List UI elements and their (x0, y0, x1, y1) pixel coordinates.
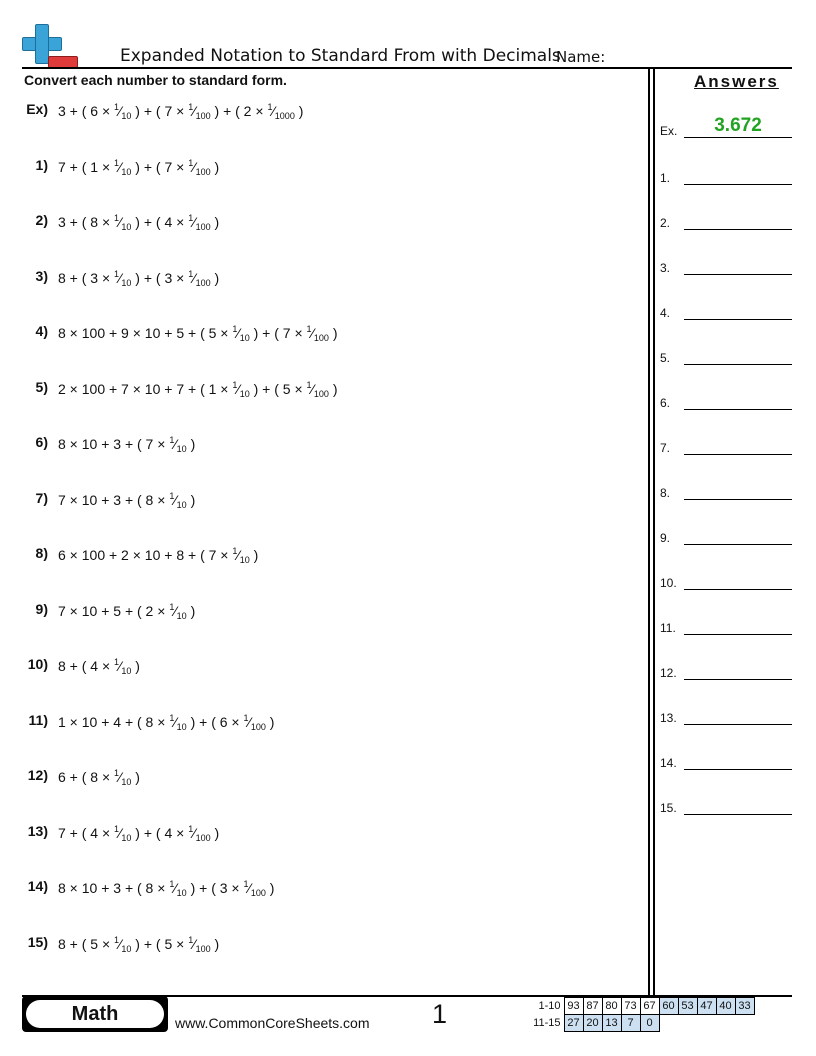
fraction (188, 270, 210, 286)
answer-line (684, 454, 792, 455)
answer-line (684, 274, 792, 275)
answer-line (684, 679, 792, 680)
answer-line (684, 229, 792, 230)
fraction-denominator: 100 (195, 943, 211, 954)
answer-number: 4. (660, 306, 671, 320)
problem-item (0, 934, 640, 958)
expression-text: ) (210, 935, 220, 952)
fraction-denominator: 10 (176, 499, 187, 510)
problem-expression (58, 657, 140, 676)
problem-item (0, 767, 640, 791)
problem-item (0, 656, 640, 680)
fraction (114, 214, 131, 230)
score-cell: 7 (621, 1015, 640, 1032)
fraction-denominator: 10 (121, 943, 132, 954)
fraction-numerator: 1 (188, 157, 194, 168)
answers-title: Answers (694, 72, 779, 91)
problem-number: 3) (35, 267, 48, 284)
fraction-slash: ⁄ (311, 380, 314, 397)
answer-blank[interactable] (660, 750, 792, 770)
answer-number: 13. (660, 711, 677, 725)
fraction-slash: ⁄ (311, 325, 314, 341)
fraction (307, 381, 329, 397)
expression-text: ) (265, 713, 275, 730)
expression-text: 8 × 10 + 3 + ( 7 × (58, 436, 170, 452)
fraction-denominator: 1000 (274, 111, 295, 121)
expression-text: 1 × 10 + 4 + ( 8 × (58, 713, 170, 730)
expression-text: 2 × 100 + 7 × 10 + 7 + ( 1 × (58, 380, 233, 397)
fraction (114, 769, 131, 785)
problem-number: 6) (35, 434, 48, 450)
answer-blank[interactable] (660, 255, 792, 275)
problem-expression (58, 435, 195, 454)
score-row (528, 1015, 754, 1032)
problem-item (0, 601, 640, 625)
fraction-slash: ⁄ (174, 713, 177, 730)
answer-blank[interactable] (660, 570, 792, 590)
answer-line (684, 769, 792, 770)
fraction (114, 103, 131, 119)
example-problem (0, 101, 640, 125)
problem-expression (58, 158, 219, 177)
answer-blank[interactable] (660, 435, 792, 455)
problem-number: 12) (27, 767, 48, 783)
problem-expression (58, 269, 219, 288)
score-cell: 53 (678, 998, 697, 1015)
fraction-numerator: 1 (306, 379, 312, 390)
problem-expression (58, 713, 274, 732)
answer-line (684, 319, 792, 320)
fraction-numerator: 1 (188, 823, 194, 834)
problem-expression (58, 324, 338, 343)
expression-text: 6 × 100 + 2 × 10 + 8 + ( 7 × (58, 547, 233, 563)
score-cell: 20 (583, 1015, 602, 1032)
fraction-slash: ⁄ (193, 269, 196, 286)
score-cell: 60 (659, 998, 678, 1015)
expression-text: 7 × 10 + 3 + ( 8 × (58, 491, 170, 508)
expression-text: ) (186, 602, 196, 619)
fraction (232, 381, 249, 397)
score-cell: 87 (583, 998, 602, 1015)
problem-expression (58, 935, 219, 954)
problem-number: 15) (27, 933, 48, 950)
problem-expression (58, 824, 219, 843)
fraction-numerator: 1 (114, 102, 120, 112)
answer-blank[interactable] (660, 795, 792, 815)
fraction-slash: ⁄ (193, 214, 196, 230)
problem-expression (58, 879, 274, 898)
fraction-slash: ⁄ (119, 769, 122, 785)
problem-number: 14) (27, 878, 48, 894)
expression-text: ) (210, 269, 220, 286)
fraction-slash: ⁄ (237, 325, 240, 341)
expression-text: 8 × 10 + 3 + ( 8 × (58, 880, 170, 896)
expression-text: 7 + ( 1 × (58, 158, 115, 175)
expression-text: 8 + ( 4 × (58, 658, 115, 674)
expression-text: ) (249, 547, 259, 563)
expression-text: ) + ( 3 × (186, 880, 244, 896)
fraction-denominator: 100 (195, 277, 211, 288)
score-cell: 80 (602, 998, 621, 1015)
fraction-denominator: 100 (195, 166, 211, 177)
answer-number: 6. (660, 396, 671, 410)
fraction (169, 880, 186, 896)
answer-number: 14. (660, 756, 677, 770)
expression-text: ) (265, 880, 275, 896)
fraction (114, 270, 131, 286)
subject-badge (22, 996, 168, 1032)
problem-number: 11) (28, 711, 48, 728)
fraction-numerator: 1 (169, 601, 175, 612)
expression-text: ) (131, 769, 140, 785)
fraction (267, 103, 294, 119)
fraction-numerator: 1 (243, 712, 249, 723)
answer-blank[interactable] (660, 300, 792, 320)
fraction-numerator: 1 (169, 490, 175, 501)
answer-number: 1. (660, 171, 671, 185)
problem-number: 4) (35, 323, 48, 339)
expression-text: ) + ( 4 × (131, 214, 189, 230)
fraction (114, 658, 131, 674)
fraction (188, 214, 210, 230)
problem-number: 8) (35, 545, 48, 561)
fraction-denominator: 100 (195, 111, 211, 121)
answer-blank[interactable] (660, 525, 792, 545)
problem-item (0, 545, 640, 569)
page-number: 1 (432, 999, 448, 1029)
problem-expression (58, 213, 219, 232)
fraction-numerator: 1 (267, 102, 273, 112)
expression-text: ) (210, 158, 220, 175)
fraction-denominator: 10 (121, 166, 132, 177)
fraction (169, 492, 186, 508)
expression-text: ) (210, 214, 220, 230)
fraction-numerator: 1 (169, 435, 175, 445)
problem-item (0, 268, 640, 292)
answer-line (684, 409, 792, 410)
column-divider (648, 67, 650, 995)
fraction-numerator: 1 (232, 546, 238, 556)
fraction-slash: ⁄ (174, 436, 177, 452)
problem-number: Ex) (26, 101, 48, 117)
fraction-slash: ⁄ (272, 103, 275, 119)
fraction-numerator: 1 (188, 102, 194, 112)
answer-number: 15. (660, 801, 677, 815)
fraction-slash: ⁄ (248, 880, 251, 896)
score-cell: 47 (697, 998, 716, 1015)
header-rule (22, 67, 792, 69)
fraction (244, 714, 266, 730)
expression-text: ) + ( 3 × (131, 269, 189, 286)
answer-blank[interactable] (660, 390, 792, 410)
expression-text: 8 + ( 3 × (58, 269, 115, 286)
fraction (307, 325, 329, 341)
fraction (169, 436, 186, 452)
fraction-slash: ⁄ (174, 602, 177, 619)
expression-text: ) + ( 7 × (249, 325, 307, 341)
fraction-denominator: 10 (121, 222, 132, 232)
answer-blank[interactable] (660, 210, 792, 230)
problem-item (0, 490, 640, 514)
problem-item (0, 212, 640, 236)
answer-line (684, 634, 792, 635)
expression-text: ) + ( 6 × (186, 713, 244, 730)
instructions: Convert each number to standard form. (24, 72, 287, 88)
answer-line (684, 364, 792, 365)
fraction (244, 880, 266, 896)
expression-text: 6 + ( 8 × (58, 769, 115, 785)
fraction-numerator: 1 (114, 823, 120, 834)
answer-blank[interactable] (660, 345, 792, 365)
problem-item (0, 712, 640, 736)
answer-number: 5. (660, 351, 671, 365)
answer-line (684, 499, 792, 500)
fraction-denominator: 100 (250, 888, 266, 898)
fraction-numerator: 1 (114, 213, 120, 223)
fraction (169, 603, 186, 619)
problem-number: 5) (35, 378, 48, 395)
answer-number: 2. (660, 216, 671, 230)
fraction-slash: ⁄ (193, 824, 196, 841)
fraction-denominator: 100 (313, 388, 329, 399)
fraction-slash: ⁄ (237, 547, 240, 563)
fraction-denominator: 10 (121, 666, 132, 676)
fraction-numerator: 1 (232, 379, 238, 390)
expression-text: 3 + ( 8 × (58, 214, 115, 230)
problem-item (0, 379, 640, 403)
fraction-numerator: 1 (243, 879, 249, 889)
fraction (188, 825, 210, 841)
problem-number: 1) (35, 156, 48, 173)
problem-number: 13) (27, 822, 48, 839)
problem-item (0, 434, 640, 458)
fraction-numerator: 1 (114, 768, 120, 778)
fraction-slash: ⁄ (174, 880, 177, 896)
expression-text: ) + ( 2 × (210, 103, 268, 119)
fraction-denominator: 100 (250, 721, 266, 732)
problem-number: 7) (35, 489, 48, 506)
answer-number: 8. (660, 486, 671, 500)
name-label: Name: (556, 48, 606, 66)
fraction (232, 325, 249, 341)
answer-blank[interactable] (660, 165, 792, 185)
expression-text: ) (186, 436, 196, 452)
score-cell: 27 (564, 1015, 583, 1032)
fraction-denominator: 10 (239, 333, 250, 343)
fraction-denominator: 10 (176, 444, 187, 454)
answer-line (684, 544, 792, 545)
score-cell: 67 (640, 998, 659, 1015)
website-url: www.CommonCoreSheets.com (175, 1015, 370, 1031)
expression-text: ) + ( 7 × (131, 103, 189, 119)
expression-text: ) + ( 4 × (131, 824, 189, 841)
fraction-slash: ⁄ (119, 269, 122, 286)
problem-number: 2) (35, 212, 48, 228)
fraction-slash: ⁄ (119, 824, 122, 841)
expression-text: 8 + ( 5 × (58, 935, 115, 952)
fraction (188, 159, 210, 175)
expression-text: 7 × 10 + 5 + ( 2 × (58, 602, 170, 619)
fraction (188, 936, 210, 952)
fraction (114, 825, 131, 841)
fraction-numerator: 1 (169, 879, 175, 889)
answer-number: 10. (660, 576, 677, 590)
expression-text: 3 + ( 6 × (58, 103, 115, 119)
answer-blank[interactable] (660, 615, 792, 635)
fraction-slash: ⁄ (248, 713, 251, 730)
fraction-denominator: 10 (176, 888, 187, 898)
fraction-numerator: 1 (114, 268, 120, 279)
answer-line (684, 137, 792, 138)
subject-label: Math (26, 1000, 164, 1028)
problem-expression (58, 491, 195, 510)
answer-line (684, 184, 792, 185)
score-row (528, 998, 754, 1015)
fraction-denominator: 100 (195, 222, 211, 232)
fraction-denominator: 10 (176, 721, 187, 732)
fraction (188, 103, 210, 119)
score-cell: 33 (735, 998, 754, 1015)
fraction-denominator: 10 (239, 555, 250, 565)
answer-blank[interactable] (660, 705, 792, 725)
fraction-numerator: 1 (232, 324, 238, 334)
fraction-slash: ⁄ (193, 935, 196, 952)
problem-expression (58, 546, 258, 565)
answer-number: 12. (660, 666, 677, 680)
fraction-numerator: 1 (169, 712, 175, 723)
answer-number: 11. (660, 621, 676, 635)
answer-example (660, 115, 792, 138)
fraction (169, 714, 186, 730)
fraction-numerator: 1 (188, 934, 194, 945)
fraction (114, 159, 131, 175)
fraction-numerator: 1 (188, 213, 194, 223)
fraction-denominator: 100 (313, 333, 329, 343)
answer-line (684, 589, 792, 590)
score-cell: 0 (640, 1015, 659, 1032)
expression-text: ) (294, 103, 304, 119)
expression-text: ) + ( 5 × (249, 380, 307, 397)
problem-number: 10) (27, 656, 48, 672)
fraction (232, 547, 249, 563)
fraction-slash: ⁄ (119, 103, 122, 119)
fraction-denominator: 100 (195, 832, 211, 843)
fraction-denominator: 10 (176, 610, 187, 621)
answer-number: 3. (660, 261, 671, 275)
expression-text: ) (210, 824, 220, 841)
expression-text: ) (328, 380, 338, 397)
fraction-denominator: 10 (121, 832, 132, 843)
score-range-label: 1-10 (538, 1000, 561, 1012)
fraction-slash: ⁄ (193, 158, 196, 175)
fraction-numerator: 1 (188, 268, 194, 279)
expression-text: ) (131, 658, 140, 674)
expression-text: 8 × 100 + 9 × 10 + 5 + ( 5 × (58, 325, 233, 341)
fraction-denominator: 10 (121, 277, 132, 288)
score-cell: 73 (621, 998, 640, 1015)
problem-number: 9) (35, 600, 48, 617)
fraction-denominator: 10 (239, 388, 250, 399)
expression-text: 7 + ( 4 × (58, 824, 115, 841)
fraction (114, 936, 131, 952)
score-range-label: 11-15 (533, 1017, 561, 1029)
fraction-slash: ⁄ (119, 935, 122, 952)
answer-blank[interactable] (660, 660, 792, 680)
answer-example-label: Ex. (660, 124, 678, 138)
problem-expression (58, 380, 338, 399)
expression-text: ) (186, 491, 196, 508)
answer-number: 9. (660, 531, 671, 545)
expression-text: ) + ( 5 × (131, 935, 189, 952)
score-cell: 93 (564, 998, 583, 1015)
fraction-numerator: 1 (114, 657, 120, 667)
expression-text: ) (328, 325, 338, 341)
problem-item (0, 157, 640, 181)
answer-number: 7. (660, 441, 671, 455)
problem-expression (58, 768, 140, 787)
problem-item (0, 323, 640, 347)
fraction-slash: ⁄ (193, 103, 196, 119)
answer-example-value: 3.672 (714, 115, 762, 136)
problem-expression (58, 602, 195, 621)
score-table (528, 997, 755, 1032)
score-cell: 13 (602, 1015, 621, 1032)
problem-expression (58, 102, 303, 121)
fraction-slash: ⁄ (237, 380, 240, 397)
fraction-slash: ⁄ (174, 491, 177, 508)
plus-minus-logo-icon (22, 24, 80, 68)
fraction-slash: ⁄ (119, 658, 122, 674)
fraction-denominator: 10 (121, 777, 132, 787)
fraction-slash: ⁄ (119, 214, 122, 230)
answer-line (684, 724, 792, 725)
fraction-slash: ⁄ (119, 158, 122, 175)
fraction-numerator: 1 (114, 934, 120, 945)
problem-item (0, 823, 640, 847)
fraction-numerator: 1 (114, 157, 120, 168)
answer-line (684, 814, 792, 815)
column-divider-inner (653, 67, 655, 995)
answer-blank[interactable] (660, 480, 792, 500)
problem-item (0, 878, 640, 902)
fraction-denominator: 10 (121, 111, 132, 121)
expression-text: ) + ( 7 × (131, 158, 189, 175)
fraction-numerator: 1 (306, 324, 312, 334)
worksheet-title: Expanded Notation to Standard From with Decimals (120, 46, 561, 66)
score-cell: 40 (716, 998, 735, 1015)
